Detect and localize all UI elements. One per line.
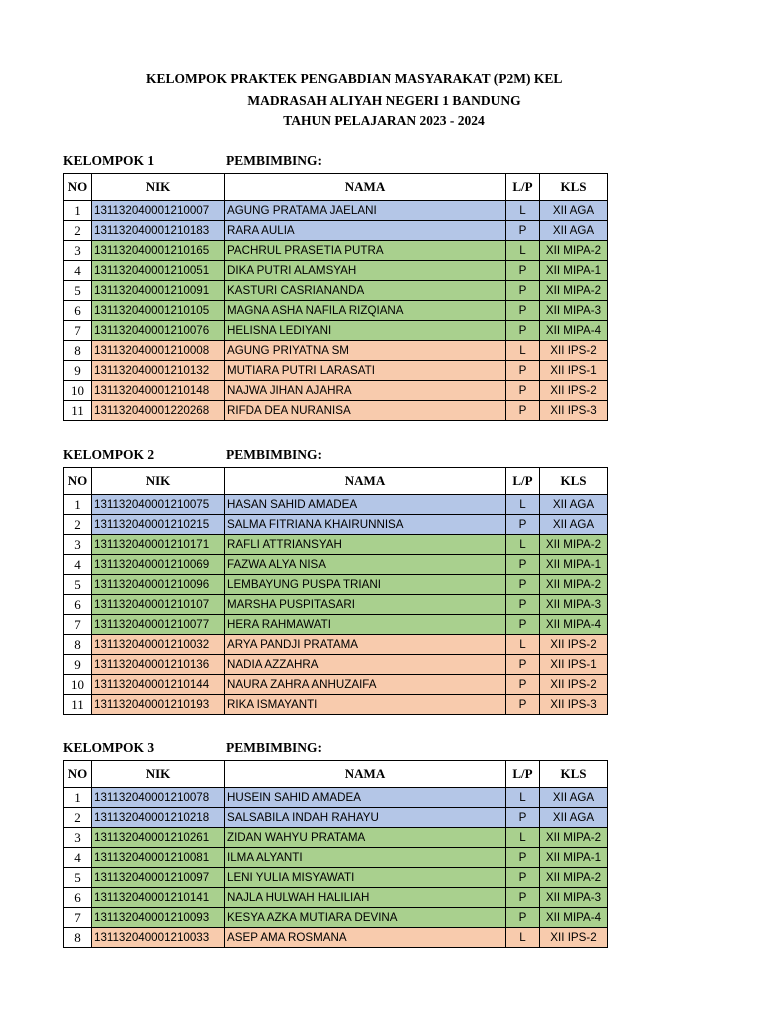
cell-no: 4	[64, 848, 92, 868]
cell-nama: NAJWA JIHAN AJAHRA	[225, 381, 506, 401]
cell-nik: 131132040001210107	[92, 595, 225, 615]
cell-nama: LENI YULIA MISYAWATI	[225, 868, 506, 888]
table-header-row	[64, 174, 608, 201]
cell-lp: P	[506, 261, 540, 281]
cell-nama: RIKA ISMAYANTI	[225, 695, 506, 715]
table-row	[64, 928, 608, 948]
cell-nama: HASAN SAHID AMADEA	[225, 495, 506, 515]
cell-kls: XII MIPA-1	[540, 261, 608, 281]
group-table	[63, 467, 608, 715]
cell-nama: NAJLA HULWAH HALILIAH	[225, 888, 506, 908]
cell-nama: ASEP AMA ROSMANA	[225, 928, 506, 948]
cell-nama: LEMBAYUNG PUSPA TRIANI	[225, 575, 506, 595]
table-row	[64, 695, 608, 715]
table-row	[64, 261, 608, 281]
group-table	[63, 173, 608, 421]
cell-nik: 131132040001220268	[92, 401, 225, 421]
cell-lp: P	[506, 595, 540, 615]
table-row	[64, 868, 608, 888]
cell-no: 3	[64, 828, 92, 848]
column-header-nama: NAMA	[225, 761, 506, 788]
column-header-nama: NAMA	[225, 468, 506, 495]
cell-no: 11	[64, 695, 92, 715]
group-name: KELOMPOK 3	[63, 740, 155, 755]
cell-nama: ARYA PANDJI PRATAMA	[225, 635, 506, 655]
cell-kls: XII IPS-2	[540, 675, 608, 695]
cell-kls: XII MIPA-3	[540, 595, 608, 615]
cell-nama: SALMA FITRIANA KHAIRUNNISA	[225, 515, 506, 535]
table-row	[64, 341, 608, 361]
cell-kls: XII MIPA-1	[540, 848, 608, 868]
cell-nik: 131132040001210165	[92, 241, 225, 261]
cell-nik: 131132040001210148	[92, 381, 225, 401]
table-row	[64, 555, 608, 575]
cell-nik: 131132040001210007	[92, 201, 225, 221]
column-header-nik: NIK	[92, 174, 225, 201]
pembimbing-label: PEMBIMBING:	[226, 447, 322, 462]
cell-no: 9	[64, 655, 92, 675]
column-header-no: NO	[64, 761, 92, 788]
cell-no: 1	[64, 788, 92, 808]
cell-nama: MARSHA PUSPITASARI	[225, 595, 506, 615]
cell-lp: P	[506, 655, 540, 675]
cell-nama: PACHRUL PRASETIA PUTRA	[225, 241, 506, 261]
cell-kls: XII IPS-1	[540, 655, 608, 675]
cell-kls: XII IPS-3	[540, 401, 608, 421]
cell-lp: L	[506, 201, 540, 221]
cell-no: 2	[64, 808, 92, 828]
table-row	[64, 655, 608, 675]
column-header-nik: NIK	[92, 761, 225, 788]
group-section-1	[63, 153, 607, 421]
cell-nik: 131132040001210183	[92, 221, 225, 241]
cell-nik: 131132040001210144	[92, 675, 225, 695]
cell-no: 8	[64, 635, 92, 655]
table-row	[64, 241, 608, 261]
cell-nik: 131132040001210032	[92, 635, 225, 655]
cell-nama: NADIA AZZAHRA	[225, 655, 506, 675]
cell-nama: KESYA AZKA MUTIARA DEVINA	[225, 908, 506, 928]
cell-nama: RARA AULIA	[225, 221, 506, 241]
cell-lp: L	[506, 495, 540, 515]
cell-lp: P	[506, 515, 540, 535]
cell-lp: P	[506, 868, 540, 888]
cell-nama: AGUNG PRATAMA JAELANI	[225, 201, 506, 221]
cell-nik: 131132040001210096	[92, 575, 225, 595]
column-header-lp: L/P	[506, 468, 540, 495]
column-header-lp: L/P	[506, 174, 540, 201]
cell-kls: XII IPS-2	[540, 341, 608, 361]
group-name: KELOMPOK 1	[63, 153, 155, 168]
table-header-row	[64, 468, 608, 495]
column-header-kls: KLS	[540, 761, 608, 788]
cell-no: 8	[64, 928, 92, 948]
cell-lp: P	[506, 908, 540, 928]
cell-lp: P	[506, 321, 540, 341]
table-row	[64, 281, 608, 301]
cell-no: 11	[64, 401, 92, 421]
cell-nik: 131132040001210076	[92, 321, 225, 341]
cell-lp: P	[506, 301, 540, 321]
table-row	[64, 888, 608, 908]
table-row	[64, 788, 608, 808]
cell-lp: P	[506, 281, 540, 301]
cell-lp: P	[506, 401, 540, 421]
table-row	[64, 575, 608, 595]
column-header-no: NO	[64, 468, 92, 495]
cell-nik: 131132040001210136	[92, 655, 225, 675]
group-table	[63, 760, 608, 948]
cell-nik: 131132040001210218	[92, 808, 225, 828]
cell-kls: XII MIPA-2	[540, 281, 608, 301]
group-header	[63, 447, 607, 467]
cell-no: 7	[64, 615, 92, 635]
cell-lp: L	[506, 788, 540, 808]
cell-kls: XII MIPA-4	[540, 615, 608, 635]
cell-kls: XII IPS-1	[540, 361, 608, 381]
cell-no: 10	[64, 381, 92, 401]
cell-kls: XII AGA	[540, 808, 608, 828]
cell-kls: XII MIPA-2	[540, 868, 608, 888]
cell-nama: HELISNA LEDIYANI	[225, 321, 506, 341]
cell-no: 1	[64, 201, 92, 221]
table-row	[64, 201, 608, 221]
cell-nik: 131132040001210193	[92, 695, 225, 715]
cell-nik: 131132040001210078	[92, 788, 225, 808]
cell-no: 9	[64, 361, 92, 381]
table-row	[64, 361, 608, 381]
cell-no: 1	[64, 495, 92, 515]
cell-nama: ZIDAN WAHYU PRATAMA	[225, 828, 506, 848]
cell-lp: P	[506, 808, 540, 828]
table-row	[64, 495, 608, 515]
cell-lp: P	[506, 381, 540, 401]
cell-no: 2	[64, 221, 92, 241]
cell-lp: P	[506, 575, 540, 595]
cell-no: 4	[64, 261, 92, 281]
cell-lp: P	[506, 615, 540, 635]
pembimbing-label: PEMBIMBING:	[226, 153, 322, 168]
cell-no: 2	[64, 515, 92, 535]
table-row	[64, 595, 608, 615]
cell-nik: 131132040001210051	[92, 261, 225, 281]
cell-nik: 131132040001210008	[92, 341, 225, 361]
table-row	[64, 221, 608, 241]
cell-kls: XII MIPA-2	[540, 575, 608, 595]
cell-nama: RIFDA DEA NURANISA	[225, 401, 506, 421]
cell-nik: 131132040001210215	[92, 515, 225, 535]
cell-kls: XII MIPA-2	[540, 535, 608, 555]
cell-nama: KASTURI CASRIANANDA	[225, 281, 506, 301]
cell-no: 5	[64, 281, 92, 301]
cell-lp: L	[506, 341, 540, 361]
cell-nama: DIKA PUTRI ALAMSYAH	[225, 261, 506, 281]
group-header	[63, 740, 607, 760]
cell-kls: XII IPS-2	[540, 381, 608, 401]
cell-nama: HUSEIN SAHID AMADEA	[225, 788, 506, 808]
table-row	[64, 515, 608, 535]
cell-lp: P	[506, 888, 540, 908]
cell-nik: 131132040001210033	[92, 928, 225, 948]
cell-no: 4	[64, 555, 92, 575]
cell-no: 8	[64, 341, 92, 361]
cell-kls: XII IPS-2	[540, 928, 608, 948]
cell-no: 6	[64, 595, 92, 615]
cell-nama: FAZWA ALYA NISA	[225, 555, 506, 575]
cell-lp: P	[506, 555, 540, 575]
cell-kls: XII MIPA-3	[540, 301, 608, 321]
document-title-line-3: TAHUN PELAJARAN 2023 - 2024	[283, 113, 485, 128]
cell-lp: P	[506, 361, 540, 381]
table-row	[64, 828, 608, 848]
column-header-kls: KLS	[540, 174, 608, 201]
cell-lp: L	[506, 828, 540, 848]
table-row	[64, 635, 608, 655]
table-header-row	[64, 761, 608, 788]
cell-lp: P	[506, 848, 540, 868]
cell-no: 3	[64, 241, 92, 261]
cell-kls: XII MIPA-4	[540, 321, 608, 341]
cell-nama: MUTIARA PUTRI LARASATI	[225, 361, 506, 381]
cell-kls: XII MIPA-1	[540, 555, 608, 575]
cell-nik: 131132040001210081	[92, 848, 225, 868]
cell-nik: 131132040001210261	[92, 828, 225, 848]
column-header-lp: L/P	[506, 761, 540, 788]
table-row	[64, 908, 608, 928]
cell-nik: 131132040001210077	[92, 615, 225, 635]
cell-kls: XII AGA	[540, 495, 608, 515]
cell-lp: P	[506, 695, 540, 715]
table-row	[64, 401, 608, 421]
cell-kls: XII MIPA-3	[540, 888, 608, 908]
column-header-kls: KLS	[540, 468, 608, 495]
cell-kls: XII MIPA-2	[540, 241, 608, 261]
table-row	[64, 381, 608, 401]
cell-kls: XII AGA	[540, 515, 608, 535]
cell-no: 3	[64, 535, 92, 555]
document-title-line-2: MADRASAH ALIYAH NEGERI 1 BANDUNG	[247, 93, 521, 108]
cell-kls: XII AGA	[540, 201, 608, 221]
cell-kls: XII MIPA-2	[540, 828, 608, 848]
cell-kls: XII IPS-2	[540, 635, 608, 655]
cell-nik: 131132040001210069	[92, 555, 225, 575]
cell-nik: 131132040001210171	[92, 535, 225, 555]
cell-nik: 131132040001210141	[92, 888, 225, 908]
cell-nik: 131132040001210097	[92, 868, 225, 888]
cell-nama: RAFLI ATTRIANSYAH	[225, 535, 506, 555]
table-row	[64, 808, 608, 828]
cell-no: 7	[64, 908, 92, 928]
cell-lp: L	[506, 241, 540, 261]
pembimbing-label: PEMBIMBING:	[226, 740, 322, 755]
cell-no: 5	[64, 868, 92, 888]
cell-nik: 131132040001210075	[92, 495, 225, 515]
group-header	[63, 153, 607, 173]
table-row	[64, 615, 608, 635]
table-row	[64, 535, 608, 555]
cell-nama: MAGNA ASHA NAFILA RIZQIANA	[225, 301, 506, 321]
cell-no: 7	[64, 321, 92, 341]
cell-no: 6	[64, 888, 92, 908]
cell-nik: 131132040001210132	[92, 361, 225, 381]
cell-nama: NAURA ZAHRA ANHUZAIFA	[225, 675, 506, 695]
column-header-no: NO	[64, 174, 92, 201]
table-row	[64, 321, 608, 341]
cell-no: 6	[64, 301, 92, 321]
cell-lp: L	[506, 635, 540, 655]
cell-nik: 131132040001210093	[92, 908, 225, 928]
cell-no: 5	[64, 575, 92, 595]
cell-lp: L	[506, 928, 540, 948]
group-section-3	[63, 740, 607, 948]
table-row	[64, 301, 608, 321]
cell-kls: XII MIPA-4	[540, 908, 608, 928]
cell-lp: P	[506, 675, 540, 695]
cell-lp: P	[506, 221, 540, 241]
group-name: KELOMPOK 2	[63, 447, 155, 462]
table-row	[64, 848, 608, 868]
cell-lp: L	[506, 535, 540, 555]
cell-no: 10	[64, 675, 92, 695]
cell-kls: XII AGA	[540, 788, 608, 808]
document-title-line-1: KELOMPOK PRAKTEK PENGABDIAN MASYARAKAT (P2M) KEL	[146, 71, 563, 86]
cell-kls: XII IPS-3	[540, 695, 608, 715]
cell-kls: XII AGA	[540, 221, 608, 241]
cell-nik: 131132040001210105	[92, 301, 225, 321]
column-header-nama: NAMA	[225, 174, 506, 201]
cell-nik: 131132040001210091	[92, 281, 225, 301]
cell-nama: ILMA ALYANTI	[225, 848, 506, 868]
cell-nama: SALSABILA INDAH RAHAYU	[225, 808, 506, 828]
column-header-nik: NIK	[92, 468, 225, 495]
table-row	[64, 675, 608, 695]
cell-nama: AGUNG PRIYATNA SM	[225, 341, 506, 361]
cell-nama: HERA RAHMAWATI	[225, 615, 506, 635]
group-section-2	[63, 447, 607, 715]
